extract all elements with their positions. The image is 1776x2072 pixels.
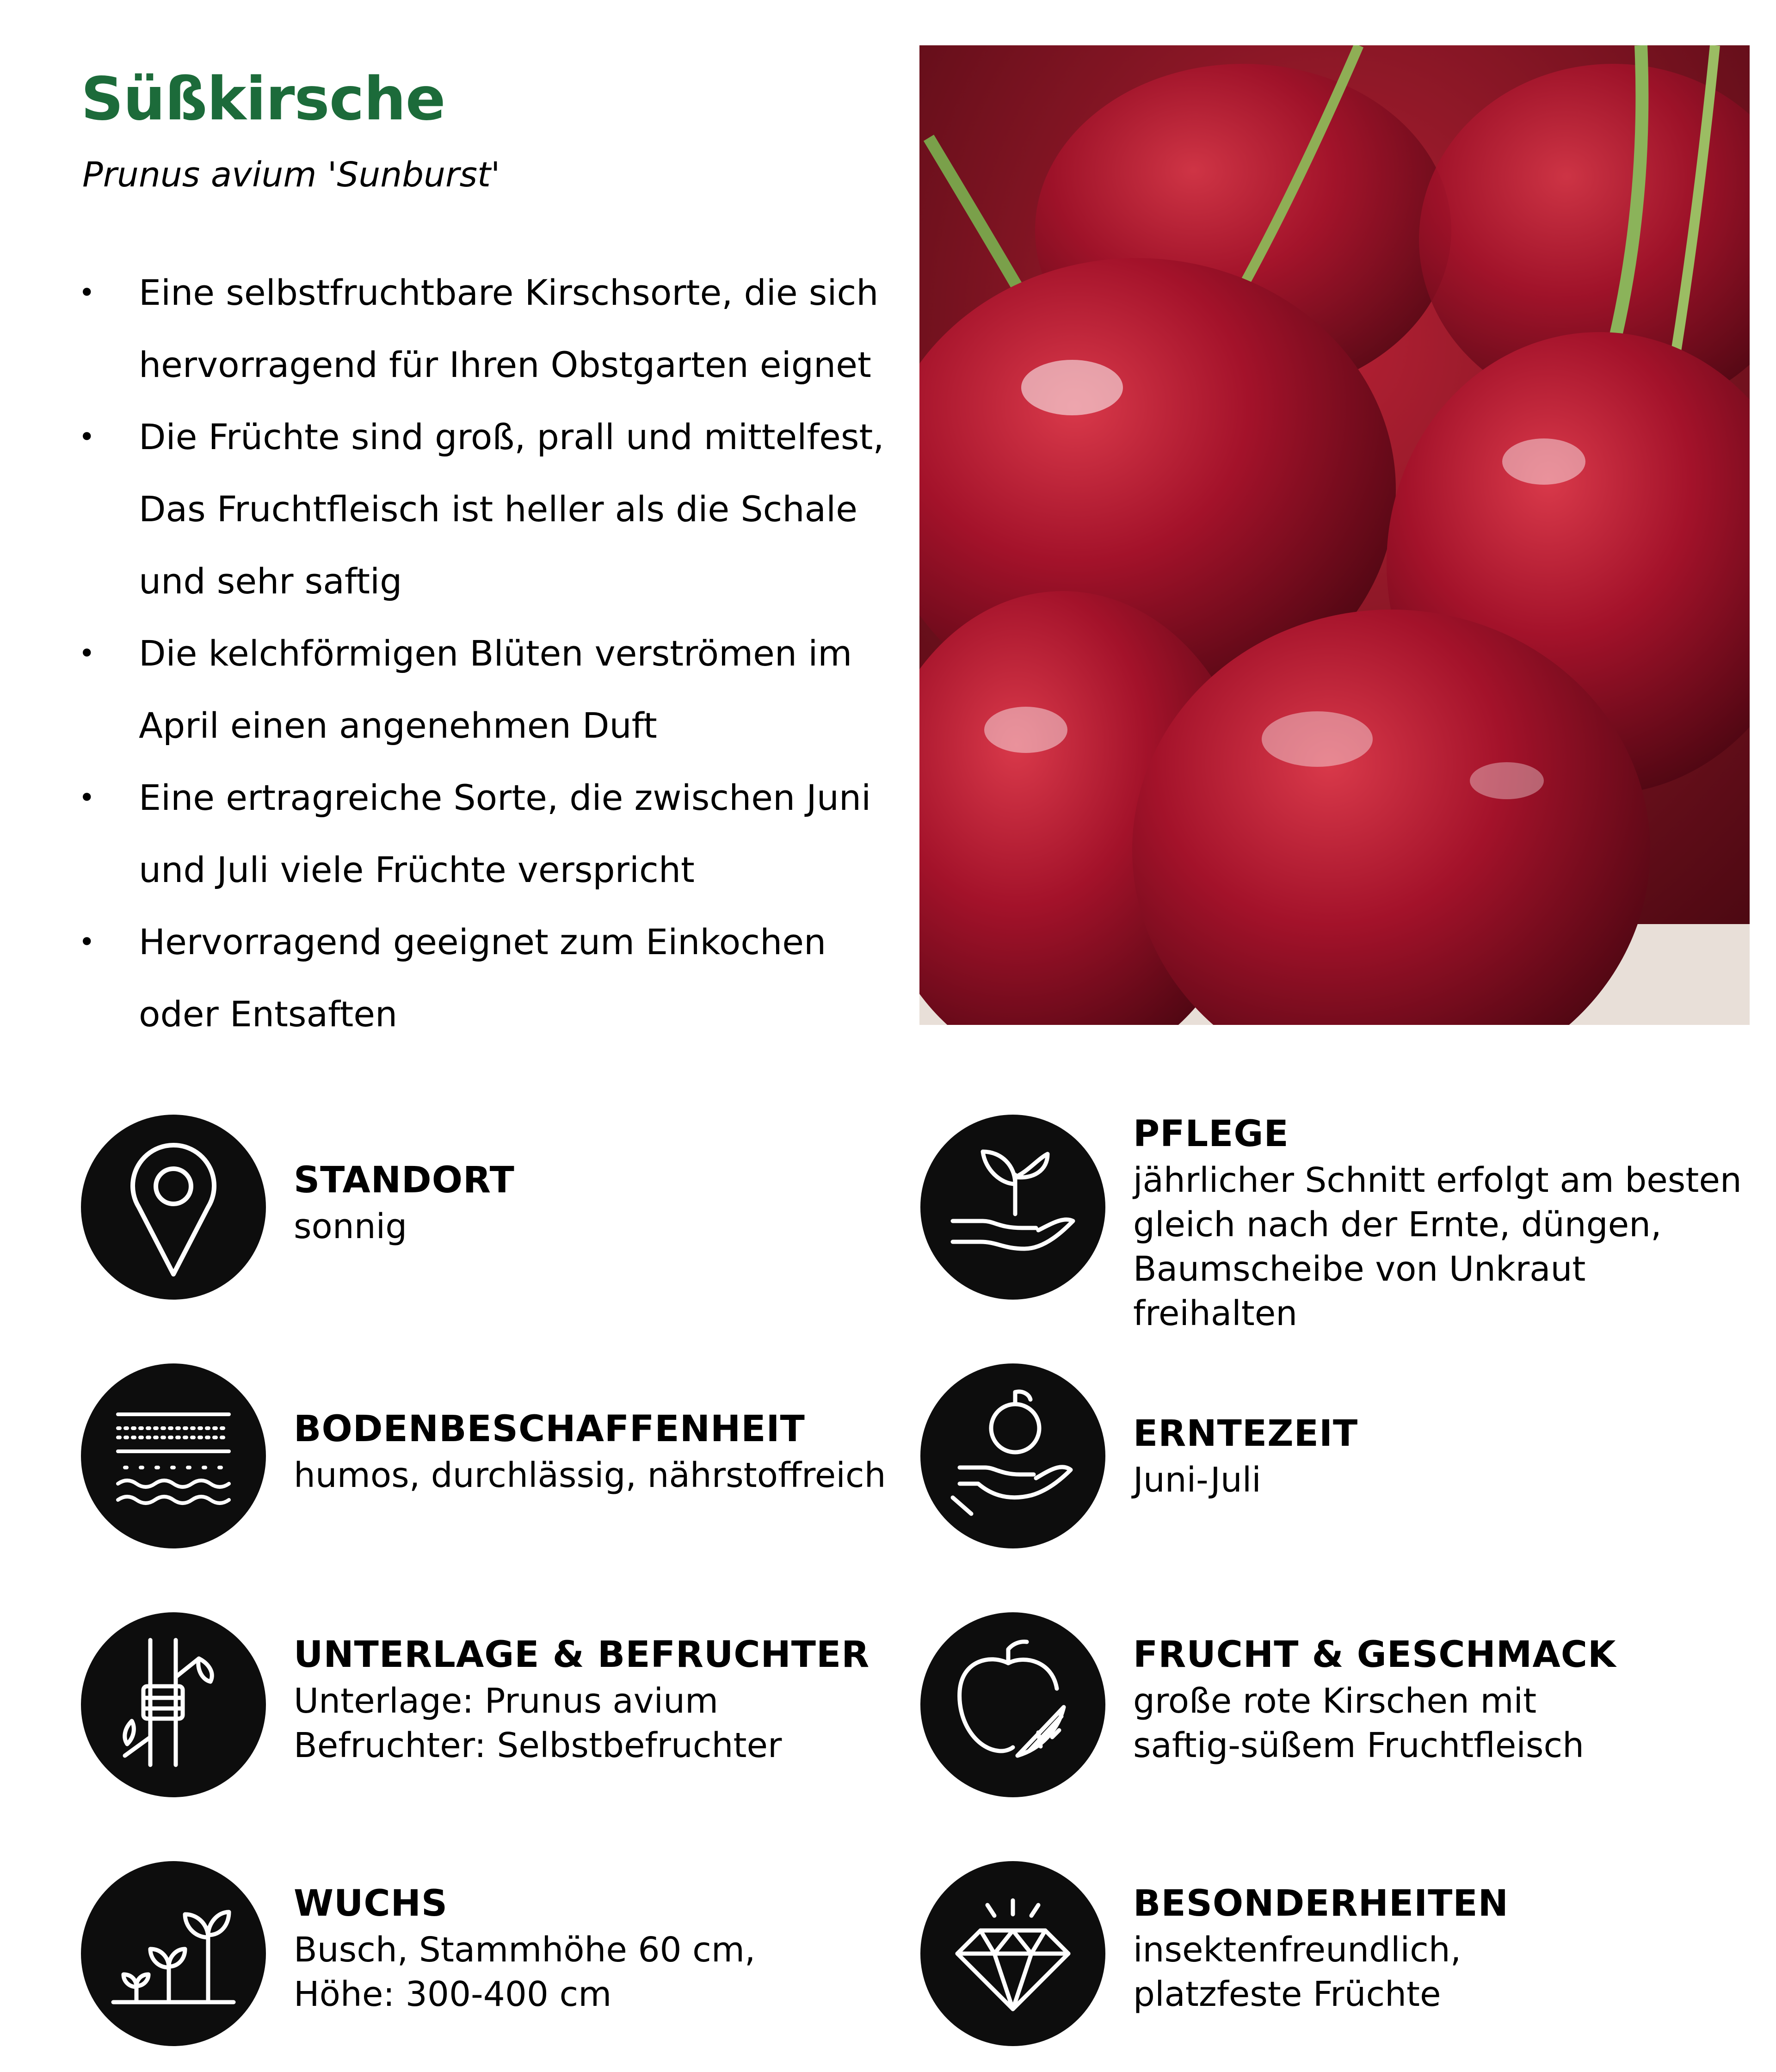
feature-heading: BODENBESCHAFFENHEIT (294, 1408, 805, 1450)
feature-text: sonnig (294, 1207, 407, 1246)
feature-pflege (920, 1113, 1753, 1333)
page-title: Süßkirsche (81, 65, 445, 134)
feature-standort (81, 1115, 913, 1300)
seedlings-icon (81, 1861, 266, 2046)
apple-orange-icon (920, 1612, 1105, 1797)
bullet-item: • Eine ertragreiche Sorte, die zwischen Juni und Juli viele Früchte verspricht (79, 762, 888, 906)
feature-unterlage-befruchter (81, 1612, 913, 1797)
feature-text: Juni-Juli (1133, 1460, 1261, 1500)
plant-in-hand-icon (920, 1115, 1105, 1300)
feature-frucht-geschmack (920, 1612, 1753, 1797)
latin-name: Prunus avium 'Sunburst' (82, 155, 500, 195)
feature-heading: ERNTEZEIT (1133, 1413, 1358, 1455)
feature-text: jährlicher Schnitt erfolgt am besten gleich nach der Ernte, düngen, Baumscheibe von Unkraut freihalten (1133, 1160, 1742, 1333)
feature-heading: UNTERLAGE & BEFRUCHTER (294, 1634, 870, 1676)
bullet-item: • Eine selbstfruchtbare Kirschsorte, die sich hervorragend für Ihren Obstgarten eignet (79, 257, 888, 401)
feature-heading: PFLEGE (1133, 1113, 1289, 1155)
bullet-item: • Hervorragend geeignet zum Einkochen oder Entsaften (79, 906, 888, 1050)
feature-erntezeit (920, 1363, 1753, 1548)
feature-text: Busch, Stammhöhe 60 cm, Höhe: 300-400 cm (294, 1930, 756, 2014)
soil-layers-icon (81, 1363, 266, 1548)
feature-text: große rote Kirschen mit saftig-süßem Fruchtfleisch (1133, 1681, 1585, 1765)
diamond-icon (920, 1861, 1105, 2046)
feature-heading: WUCHS (294, 1883, 448, 1924)
bullet-item: • Die kelchförmigen Blüten verströmen im April einen angenehmen Duft (79, 617, 888, 762)
cherries-photo (919, 45, 1750, 1025)
feature-text: Unterlage: Prunus avium Befruchter: Selbstbefruchter (294, 1681, 782, 1765)
feature-heading: STANDORT (294, 1159, 515, 1201)
feature-bullet-list (79, 257, 888, 1050)
location-pin-icon (81, 1115, 266, 1300)
feature-heading: FRUCHT & GESCHMACK (1133, 1634, 1616, 1676)
feature-wuchs (81, 1861, 913, 2046)
bullet-item: • Die Früchte sind groß, prall und mittelfest, Das Fruchtfleisch ist heller als die Schale und sehr saftig (79, 401, 888, 617)
feature-text: insektenfreundlich, platzfeste Früchte (1133, 1930, 1462, 2014)
graft-branch-icon (81, 1612, 266, 1797)
feature-bodenbeschaffenheit (81, 1363, 913, 1548)
feature-heading: BESONDERHEITEN (1133, 1883, 1509, 1924)
feature-besonderheiten (920, 1861, 1753, 2046)
feature-text: humos, durchlässig, nährstoffreich (294, 1455, 886, 1495)
fruit-in-hand-icon (920, 1363, 1105, 1548)
